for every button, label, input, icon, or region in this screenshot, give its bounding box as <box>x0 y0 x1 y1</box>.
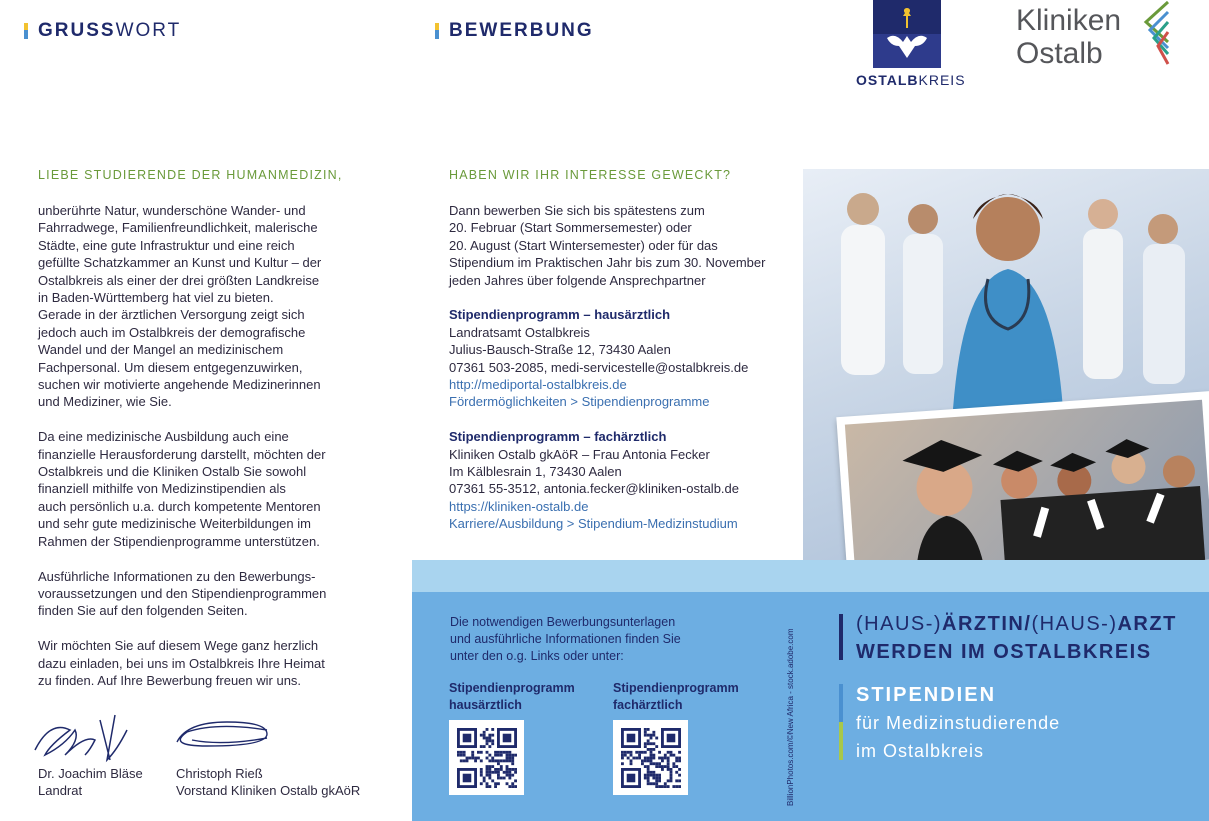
kliniken-chevrons-icon <box>1138 0 1174 73</box>
contact-block-fachaerztlich <box>449 428 794 532</box>
ostalbkreis-crest-logo <box>873 0 941 68</box>
text-line: Fahrradwege, Familienfreundlichkeit, malerische <box>38 220 318 236</box>
panel-info-text <box>450 614 681 665</box>
contact-url-link[interactable]: http://mediportal-ostalbkreis.de <box>449 377 627 393</box>
panel-info-line: und ausführliche Informationen finden Sie <box>450 632 681 646</box>
photo-credit: BillionPhotos.com/©New Africa - stock.adobe.com <box>786 628 795 806</box>
qr-label-fachaerztlich <box>613 680 739 714</box>
paragraph-2 <box>38 428 398 550</box>
text-line: finanziell mithilfe von Medizinstipendien als <box>38 481 286 497</box>
signer-role: Vorstand Kliniken Ostalb gkAöR <box>176 783 361 799</box>
text-line: Stipendium im Praktischen Jahr bis zum 30. November <box>449 255 766 271</box>
qr-code-hausaerztlich[interactable] <box>449 720 524 795</box>
subtitle-line: im Ostalbkreis <box>856 741 985 761</box>
wordmark-bold: OSTALB <box>856 72 919 88</box>
contact-path-link[interactable]: Fördermöglichkeiten > Stipendienprogramme <box>449 394 710 410</box>
contact-org: Kliniken Ostalb gkAöR – Frau Antonia Fecker <box>449 446 710 462</box>
text-line: suchen wir motivierte angehende Medizinerinnen <box>38 377 321 393</box>
qr-label-line: Stipendienprogramm <box>449 681 575 695</box>
text-line: Ostalbkreis und die Kliniken Ostalb Sie sowohl <box>38 464 307 480</box>
text-line: auch persönlich u.a. durch kompetente Mentoren <box>38 498 321 514</box>
interest-heading: HABEN WIR IHR INTERESSE GEWECKT? <box>449 168 732 182</box>
contact-path-link[interactable]: Karriere/Ausbildung > Stipendium-Medizinstudium <box>449 516 738 532</box>
headline <box>856 610 1177 666</box>
contact-url-link[interactable]: https://kliniken-ostalb.de <box>449 498 589 514</box>
headline-accent-bar <box>839 614 843 660</box>
text-line: Rahmen der Stipendienprogramme unterstützen. <box>38 533 320 549</box>
text-line: Fachpersonal. Um diesem entgegenzuwirken, <box>38 359 303 375</box>
panel-info-line: Die notwendigen Bewerbungsunterlagen <box>450 615 676 629</box>
text-line: finden Sie auf den folgenden Seiten. <box>38 603 248 619</box>
text-line: voraussetzungen und den Stipendienprogrammen <box>38 585 327 601</box>
stipendien-accent-bar <box>839 684 843 760</box>
signer-1 <box>38 765 143 800</box>
contact-block-hausaerztlich <box>449 306 794 410</box>
text-line: gefüllte Schatzkammer an Kunst und Kultur – der <box>38 255 322 271</box>
logo-line2: Ostalb <box>1016 37 1103 70</box>
signer-role: Landrat <box>38 783 83 799</box>
subtitle-line: für Medizinstudierende <box>856 713 1061 733</box>
contact-phone-email: 07361 55-3512, antonia.fecker@kliniken-ostalb.de <box>449 481 739 497</box>
headline-part: ARZT <box>1117 613 1177 635</box>
panel-top-strip <box>412 560 1209 592</box>
text-line: und sehr gute medizinische Weiterbildungen im <box>38 516 311 532</box>
signer-2 <box>176 765 360 800</box>
contact-phone-email: 07361 503-2085, medi-servicestelle@ostalbkreis.de <box>449 359 749 375</box>
signer-name: Dr. Joachim Bläse <box>38 766 143 781</box>
qr-label-line: fachärztlich <box>613 698 683 712</box>
headline-part: (HAUS-) <box>856 613 943 635</box>
text-line: Wir möchten Sie auf diesem Wege ganz herzlich <box>38 638 319 654</box>
logo-line1: Kliniken <box>1016 4 1122 37</box>
application-body <box>449 202 794 550</box>
signer-name: Christoph Rieß <box>176 766 263 781</box>
text-line: jedoch auch im Ostalbkreis der demografische <box>38 324 306 340</box>
paragraph-3 <box>38 568 398 620</box>
qr-code-fachaerztlich[interactable] <box>613 720 688 795</box>
headline-part: (HAUS-) <box>1031 613 1118 635</box>
title-accent-bar <box>435 23 439 39</box>
graduates-photo <box>845 400 1209 585</box>
qr-label-hausaerztlich <box>449 680 575 714</box>
contact-org: Landratsamt Ostalbkreis <box>449 324 590 340</box>
greeting-body <box>38 202 398 707</box>
panel-info-line: unter den o.g. Links oder unter: <box>450 649 624 663</box>
contact-title: Stipendienprogramm – hausärztlich <box>449 307 671 323</box>
text-line: in Baden-Württemberg hat viel zu bieten. <box>38 290 274 306</box>
title-light-part: WORT <box>115 20 182 41</box>
text-line: Wandel und der Mangel an medizinischem <box>38 342 284 358</box>
text-line: Da eine medizinische Ausbildung auch eine <box>38 429 289 445</box>
qr-label-line: Stipendienprogramm <box>613 681 739 695</box>
text-line: Ostalbkreis als einer der drei größten Landkreise <box>38 272 320 288</box>
text-line: zu finden. Auf Ihre Bewerbung freuen wir uns. <box>38 672 302 688</box>
paragraph-1 <box>38 202 398 411</box>
stipendien-title: STIPENDIEN <box>856 684 997 706</box>
wordmark-light: KREIS <box>918 72 966 88</box>
text-line: Ausführliche Informationen zu den Bewerbungs- <box>38 568 316 584</box>
paragraph-4 <box>38 637 398 689</box>
text-line: unberührte Natur, wunderschöne Wander- und <box>38 203 306 218</box>
stipendien-subtitle <box>856 709 1060 765</box>
signature-riess-image <box>172 712 282 767</box>
title-bold-part: GRUSS <box>38 20 116 41</box>
section-title-grusswort <box>24 20 181 42</box>
text-line: und Mediziner, wie Sie. <box>38 394 172 410</box>
application-intro <box>449 202 794 289</box>
text-line: jeden Jahres über folgende Ansprechpartner <box>449 272 706 288</box>
text-line: Dann bewerben Sie sich bis spätestens zum <box>449 203 705 218</box>
text-line: finanzielle Herausforderung darstellt, möchten der <box>38 446 326 462</box>
text-line: Gerade in der ärztlichen Versorgung zeigt sich <box>38 307 305 323</box>
section-title-bewerbung <box>435 20 594 42</box>
contact-address: Im Kälblesrain 1, 73430 Aalen <box>449 464 622 480</box>
text-line: 20. August (Start Wintersemester) oder für das <box>449 237 718 253</box>
kliniken-ostalb-logo <box>1016 4 1121 70</box>
greeting-heading: LIEBE STUDIERENDE DER HUMANMEDIZIN, <box>38 168 343 182</box>
text-line: Städte, eine gute Infrastruktur und eine reich <box>38 237 295 253</box>
title-accent-bar <box>24 23 28 39</box>
qr-label-line: hausärztlich <box>449 698 522 712</box>
text-line: 20. Februar (Start Sommersemester) oder <box>449 220 692 236</box>
ostalbkreis-wordmark <box>856 72 966 88</box>
title-bold-part: BEWERBUNG <box>449 20 594 41</box>
contact-address: Julius-Bausch-Straße 12, 73430 Aalen <box>449 342 671 358</box>
headline-part: ÄRZTIN/ <box>942 613 1032 635</box>
headline-part: WERDEN IM OSTALBKREIS <box>856 641 1152 663</box>
text-line: dazu einladen, bei uns im Ostalbkreis Ihre Heimat <box>38 655 325 671</box>
contact-title: Stipendienprogramm – fachärztlich <box>449 429 667 445</box>
